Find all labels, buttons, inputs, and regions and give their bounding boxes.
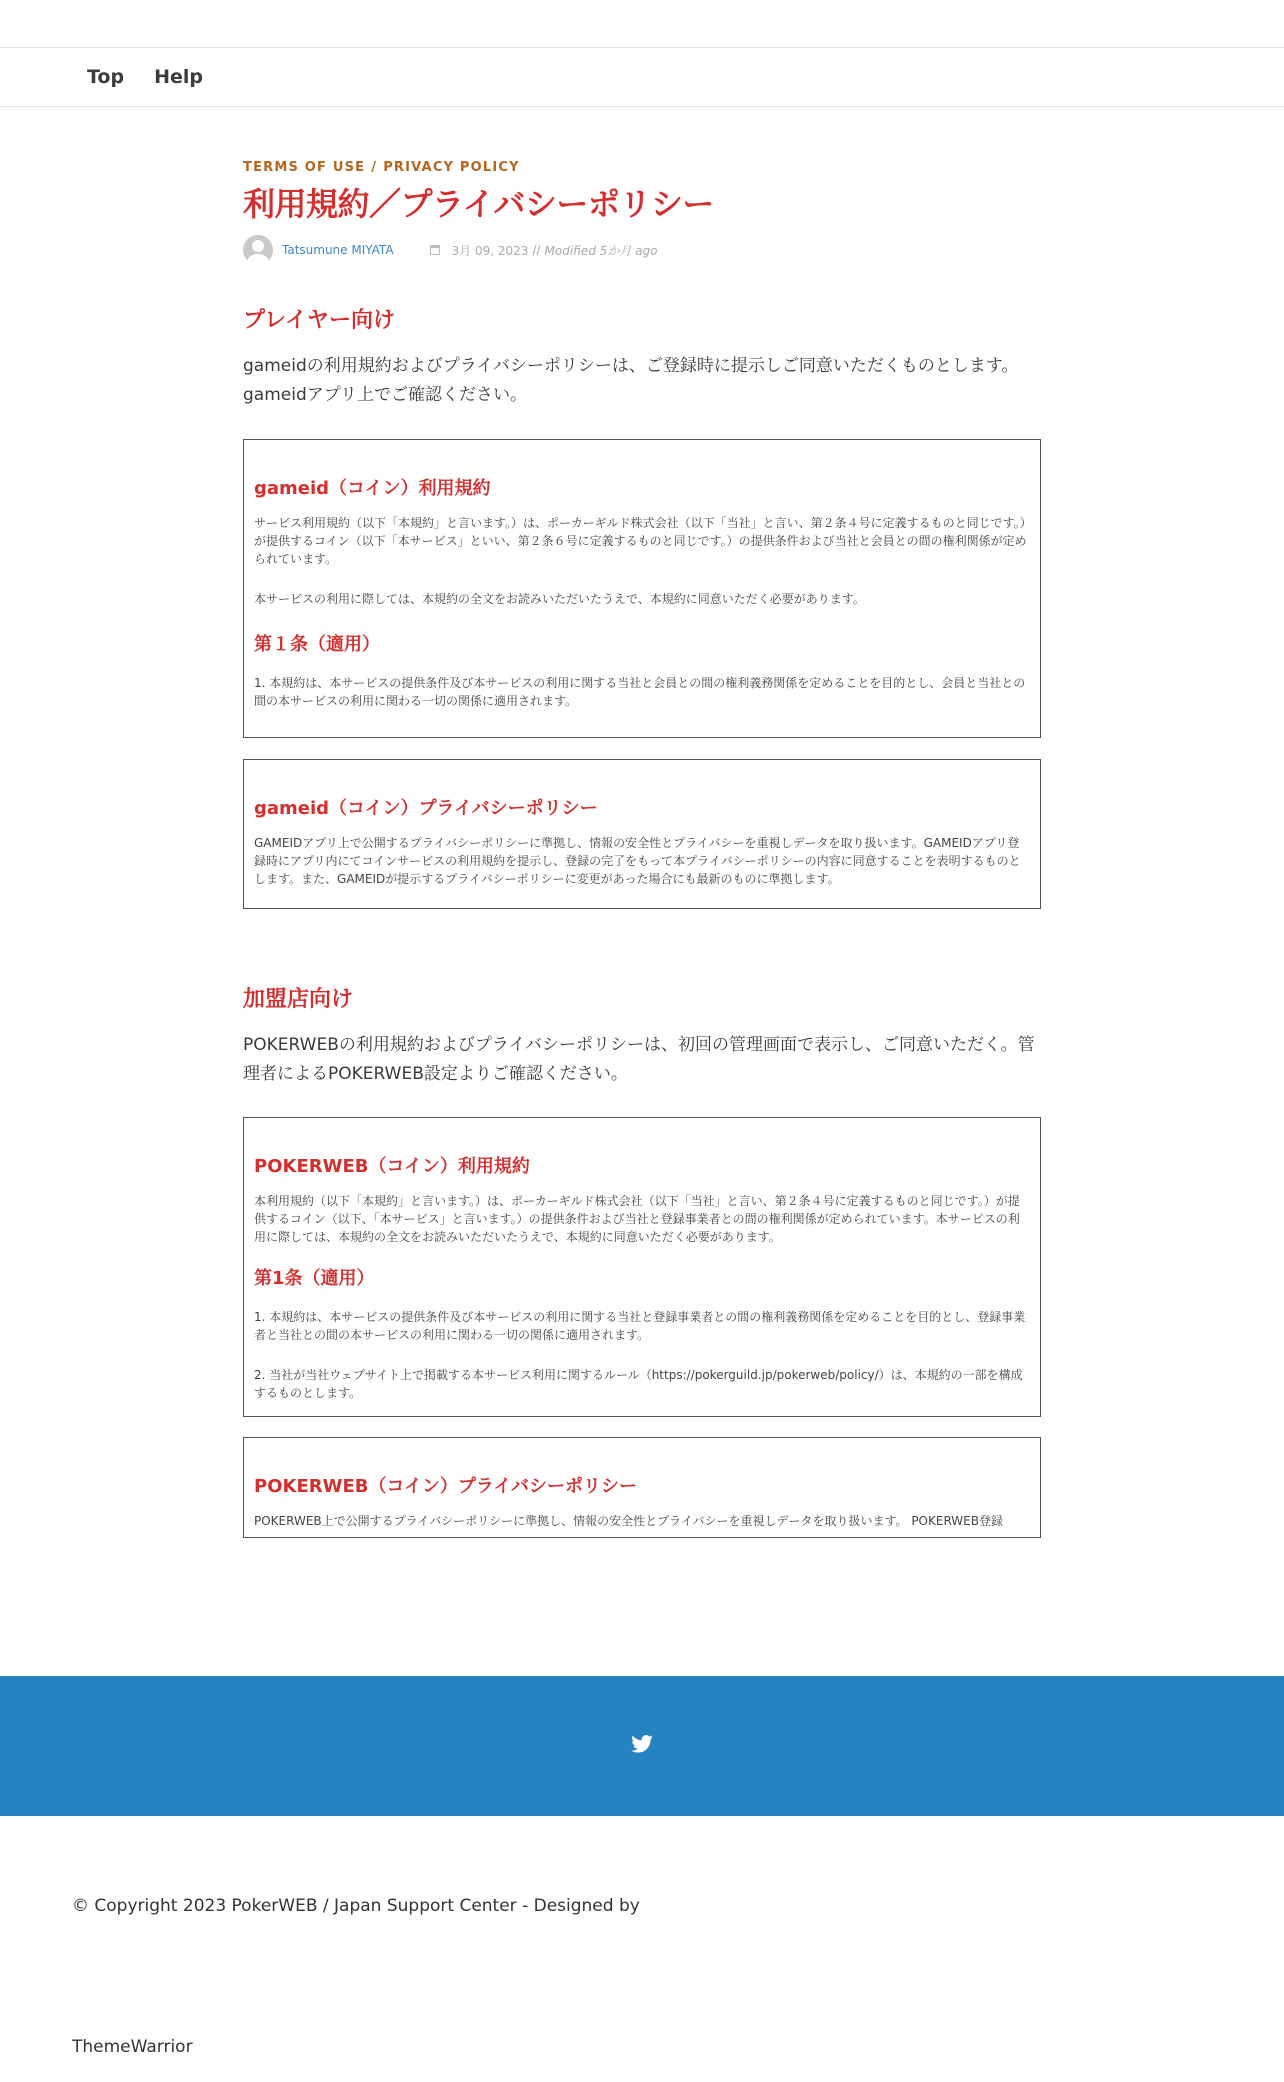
category-privacy-policy[interactable]: PRIVACY POLICY [383, 160, 520, 175]
pokerweb-terms-article-paragraph-1: 1. 本規約は、本サービスの提供条件及び本サービスの利用に関する当社と登録事業者との間の権利義務関係を定めることを目的とし、登録事業者と当社との間の本サービスの利用に関わる一切の関係に適用されます。 [254, 1310, 1026, 1342]
section-heading-merchant: 加盟店向け [243, 987, 354, 1012]
post-modified: Modified 5か月 ago [544, 243, 658, 258]
post-meta [243, 235, 1041, 265]
pokerweb-terms-paragraph-1: 本利用規約（以下「本規約」と言います。）は、ポーカーギルド株式会社（以下「当社」と言い、第２条４号に定義するものと同じです。）が提供するコイン（以下、「本サービス」と言います。）の提供条件および当社と登録事業者との間の権利関係が定められています。本サービスの利用に際しては、本規約の全文をお読みいただいたうえで、本規約に同意いただく必要があります。 [254, 1194, 1020, 1244]
pokerweb-privacy-paragraph-1: POKERWEB上で公開するプライバシーポリシーに準拠し、情報の安全性とプライバシーを重視しデータを取り扱います。 POKERWEB登録 [254, 1514, 1003, 1528]
designer-link[interactable]: ThemeWarrior [72, 2037, 193, 2057]
gameid-terms-frame[interactable] [243, 439, 1041, 738]
category-terms-of-use[interactable]: TERMS OF USE [243, 160, 366, 175]
post-categories [243, 160, 1041, 175]
pokerweb-privacy-title: POKERWEB（コイン）プライバシーポリシー [254, 1476, 638, 1497]
gameid-privacy-title: gameid（コイン）プライバシーポリシー [254, 798, 598, 819]
section-heading-player: プレイヤー向け [243, 308, 396, 333]
merchant-lead-line-2: 理者によるPOKERWEB設定よりご確認ください。 [243, 1064, 628, 1084]
avatar [243, 235, 273, 265]
gameid-terms-paragraph-2: 本サービスの利用に際しては、本規約の全文をお読みいただいたうえで、本規約に同意いただく必要があります。 [254, 592, 865, 606]
gameid-terms-paragraph-1: サービス利用規約（以下「本規約」と言います。）は、ポーカーギルド株式会社（以下「当社」と言い、第２条４号に定義するものと同じです。）が提供するコイン（以下「本サービス」といい、第２条６号に定義するものと同じです。）の提供条件および当社と会員との間の権利関係が定められています。 [254, 516, 1027, 566]
pokerweb-terms-article-title: 第1条（適用） [254, 1268, 375, 1289]
main-nav [0, 48, 1284, 107]
author-link[interactable]: Tatsumune MIYATA [282, 243, 394, 258]
calendar-icon [430, 245, 440, 255]
player-lead-line-1: gameidの利用規約およびプライバシーポリシーは、ご登録時に提示しご同意いただくものとします。 [243, 356, 1019, 376]
nav-item-top[interactable]: Top [87, 66, 125, 88]
gameid-terms-title: gameid（コイン）利用規約 [254, 478, 491, 499]
player-lead [243, 352, 1041, 410]
merchant-lead [243, 1031, 1041, 1089]
pokerweb-terms-title: POKERWEB（コイン）利用規約 [254, 1156, 530, 1177]
twitter-icon[interactable] [631, 1735, 653, 1757]
footer-social-bar [0, 1676, 1284, 1816]
nav-item-help[interactable]: Help [154, 66, 203, 88]
top-bar [0, 0, 1284, 48]
gameid-privacy-paragraph-1: GAMEIDアプリ上で公開するプライバシーポリシーに準拠し、情報の安全性とプライバシーを重視しデータを取り扱います。GAMEIDアプリ登録時にアプリ内にてコインサービスの利用規約を提示し、登録の完了をもって本プライバシーポリシーの内容に同意することを表明するものとします。また、GAMEIDが提示するプライバシーポリシーに変更があった場合にも最新のものに準拠します。 [254, 836, 1021, 886]
pokerweb-terms-frame[interactable] [243, 1117, 1041, 1417]
page-title: 利用規約／プライバシーポリシー [243, 185, 714, 223]
copyright-text: © Copyright 2023 PokerWEB / Japan Support Center - Designed by [72, 1896, 640, 1916]
post-date: 3月 09, 2023 [451, 243, 529, 258]
gameid-terms-article-title: 第１条（適用） [254, 634, 380, 655]
player-lead-line-2: gameidアプリ上でご確認ください。 [243, 385, 528, 405]
pokerweb-privacy-frame[interactable] [243, 1437, 1041, 1538]
pokerweb-terms-article-paragraph-2: 2. 当社が当社ウェブサイト上で掲載する本サービス利用に関するルール（https://pokerguild.jp/pokerweb/policy/）は、本規約の一部を構成するものとします。 [254, 1368, 1023, 1400]
merchant-lead-line-1: POKERWEBの利用規約およびプライバシーポリシーは、初回の管理画面で表示し、ご同意いただく。管 [243, 1035, 1035, 1055]
gameid-terms-article-paragraph-1: 1. 本規約は、本サービスの提供条件及び本サービスの利用に関する当社と会員との間の権利義務関係を定めることを目的とし、会員と当社との間の本サービスの利用に関わる一切の関係に適用されます。 [254, 676, 1026, 708]
post-content [243, 160, 1041, 1528]
date-separator: // [532, 243, 541, 258]
gameid-privacy-frame[interactable] [243, 759, 1041, 909]
category-separator: / [371, 160, 378, 175]
